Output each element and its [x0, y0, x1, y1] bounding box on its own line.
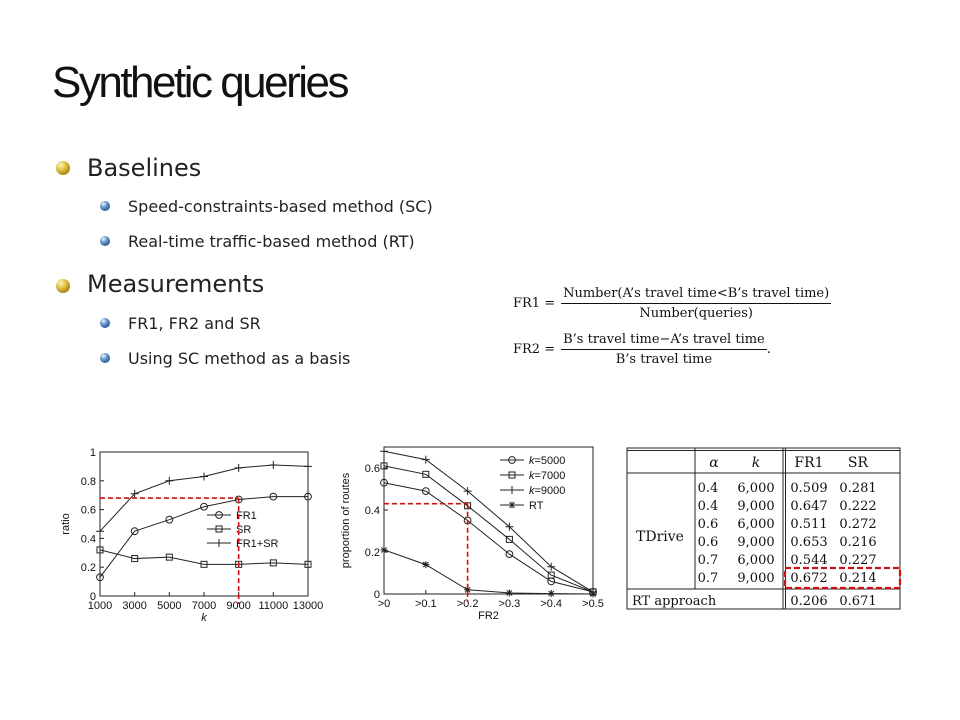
data-point-rt — [506, 589, 513, 596]
y-tick-label: 0.6 — [364, 463, 380, 475]
x-tick-label: >0.2 — [456, 598, 479, 610]
legend-label-part: =5000 — [534, 455, 566, 467]
series-rt — [381, 546, 597, 597]
y-tick-label: 0 — [89, 591, 96, 603]
bullet-gold-icon — [56, 279, 70, 293]
legend-label-part: =9000 — [534, 485, 566, 497]
table-cell-alpha: 0.6 — [697, 517, 719, 532]
x-tick-label: >0 — [377, 598, 391, 610]
formula-fr2 — [513, 332, 771, 367]
ratio-chart — [55, 440, 330, 635]
table-cell-fr1: 0.544 — [790, 553, 828, 568]
table-footer-fr1: 0.206 — [790, 594, 828, 609]
bullet-blue-icon — [100, 201, 110, 211]
legend-marker-rt — [509, 502, 516, 509]
x-tick-label: 13000 — [292, 600, 324, 612]
y-tick-label: 1 — [89, 447, 96, 459]
sub-bullet-rt: Real-time traffic-based method (RT) — [128, 232, 415, 251]
x-axis-label: k — [201, 612, 207, 624]
table-cell-fr1: 0.511 — [790, 517, 828, 532]
table-footer-sr: 0.671 — [839, 594, 877, 609]
formula-fr2-denominator: B’s travel time — [615, 352, 713, 367]
table-header-fr1: FR1 — [794, 455, 824, 471]
table-cell-alpha: 0.6 — [697, 535, 719, 550]
table-cell-sr: 0.281 — [839, 481, 877, 496]
series-line-rt — [384, 550, 593, 594]
y-tick-label: 0.6 — [80, 504, 96, 517]
y-tick-label: 0.8 — [80, 475, 96, 488]
formula-fr1 — [513, 286, 831, 321]
table-cell-fr1: 0.647 — [790, 499, 828, 514]
x-tick-label: 9000 — [226, 600, 251, 612]
data-point-fr1-sr — [165, 477, 173, 485]
y-tick-label: 0 — [373, 589, 380, 601]
table-cell-k: 9,000 — [737, 499, 775, 514]
table-group-label: TDrive — [636, 529, 684, 545]
data-point-fr1-sr — [304, 462, 312, 470]
bullet-blue-icon — [100, 353, 110, 363]
table-cell-alpha: 0.7 — [697, 553, 719, 568]
legend-label-k-9000 — [529, 485, 565, 497]
x-tick-label: >0.1 — [414, 598, 437, 610]
table-cell-k: 6,000 — [737, 553, 775, 568]
formula-fr2-lhs: FR2 = — [513, 342, 556, 357]
sub-bullet-basis: Using SC method as a basis — [128, 349, 351, 368]
table-cell-fr1: 0.509 — [790, 481, 828, 496]
table-header-k: k — [751, 455, 761, 471]
legend-label-k-5000 — [529, 455, 565, 467]
legend-label-part: k — [529, 470, 535, 482]
x-tick-label: >0.3 — [498, 598, 521, 610]
x-tick-label: 3000 — [122, 600, 147, 612]
table-cell-fr1: 0.672 — [790, 571, 828, 586]
y-tick-label: 0.4 — [80, 533, 96, 546]
data-point-fr1-sr — [269, 461, 277, 469]
table-cell-k: 6,000 — [737, 517, 775, 532]
table-cell-sr: 0.216 — [839, 535, 877, 550]
table-cell-alpha: 0.4 — [697, 499, 719, 514]
legend-label-part: k — [529, 485, 535, 497]
y-axis-label: ratio — [60, 513, 72, 535]
table-cell-sr: 0.214 — [839, 571, 877, 586]
legend-label-fr1: FR1 — [236, 510, 257, 522]
data-point-fr1-sr — [200, 472, 208, 480]
table-cell-sr: 0.272 — [839, 517, 877, 532]
series-k-7000 — [381, 463, 596, 595]
x-tick-label: 11000 — [258, 600, 289, 612]
formula-fr1-denominator: Number(queries) — [639, 306, 753, 321]
legend-label-k-7000 — [529, 470, 565, 482]
x-axis-label: FR2 — [478, 610, 499, 622]
formula-fr2-period: . — [766, 342, 771, 357]
series-line-k-5000 — [384, 483, 593, 592]
data-point-rt — [548, 590, 555, 597]
x-tick-label: 7000 — [191, 600, 217, 612]
series-sr — [97, 547, 311, 567]
table-cell-k: 6,000 — [737, 481, 775, 496]
y-tick-label: 0.2 — [364, 547, 380, 559]
legend-label-part: =7000 — [534, 470, 566, 482]
data-point-fr1-sr — [235, 464, 243, 472]
results-table — [620, 440, 910, 620]
x-tick-label: 5000 — [157, 600, 182, 612]
formula-fr2-numerator: B’s travel time−A’s travel time — [561, 332, 767, 350]
bullet-baselines: Baselines — [87, 154, 202, 182]
x-tick-label: 1000 — [87, 600, 113, 612]
bullet-gold-icon — [56, 161, 70, 175]
proportion-chart — [335, 440, 615, 635]
bullet-blue-icon — [100, 236, 110, 246]
data-point-rt — [381, 546, 388, 553]
table-header-sr: SR — [847, 455, 869, 471]
data-point-rt — [590, 591, 597, 598]
table-cell-alpha: 0.4 — [697, 481, 719, 496]
table-cell-fr1: 0.653 — [790, 535, 828, 550]
formula-block — [513, 282, 903, 377]
table-cell-sr: 0.227 — [839, 553, 877, 568]
legend-label-sr: SR — [236, 524, 252, 536]
table-footer-label: RT approach — [632, 594, 717, 609]
page-title: Synthetic queries — [52, 58, 348, 107]
legend-label-fr1-sr: FR1+SR — [236, 538, 279, 550]
bullet-blue-icon — [100, 318, 110, 328]
table-cell-k: 9,000 — [737, 535, 775, 550]
y-tick-label: 0.4 — [364, 505, 380, 517]
x-tick-label: >0.5 — [582, 598, 604, 610]
table-cell-alpha: 0.7 — [697, 571, 719, 586]
table-cell-k: 9,000 — [737, 571, 775, 586]
x-tick-label: >0.4 — [540, 598, 563, 610]
bullet-measurements: Measurements — [87, 270, 265, 298]
formula-fr1-lhs: FR1 = — [513, 296, 556, 311]
formula-fr1-numerator: Number(A’s travel time<B’s travel time) — [561, 286, 831, 304]
legend-label-rt: RT — [529, 500, 544, 512]
sub-bullet-sc: Speed-constraints-based method (SC) — [128, 197, 433, 216]
data-point-k-9000 — [422, 456, 430, 464]
data-point-k-9000 — [380, 447, 388, 455]
legend-marker-fr1-sr — [215, 539, 223, 547]
table-header-alpha: α — [709, 455, 719, 471]
legend-marker-k-9000 — [508, 486, 516, 494]
y-tick-label: 0.2 — [80, 562, 96, 575]
sub-bullet-fr: FR1, FR2 and SR — [128, 314, 261, 333]
y-axis-label: proportion of routes — [340, 472, 352, 569]
legend-label-part: k — [529, 455, 535, 467]
table-cell-sr: 0.222 — [839, 499, 877, 514]
data-point-rt — [422, 561, 429, 568]
